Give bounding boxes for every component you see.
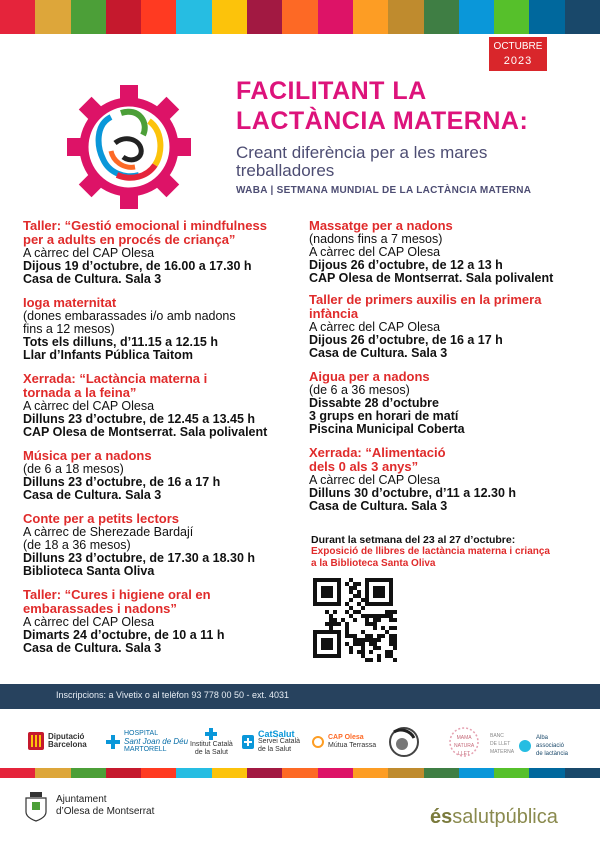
- stripe-segment: [212, 0, 247, 34]
- hospital-line-2: Sant Joan de Déu: [124, 737, 189, 746]
- partner-logos: [0, 726, 600, 762]
- diputacio-line-2: Barcelona: [48, 740, 87, 749]
- event-schedule: Dissabte 28 d’octubre: [309, 396, 439, 410]
- hospital-line-1: HOSPITAL: [124, 730, 159, 737]
- registration-banner: [0, 684, 600, 709]
- cap-olesa-logo: [312, 734, 376, 750]
- event-schedule: Biblioteca Santa Oliva: [23, 564, 155, 578]
- event-schedule: Casa de Cultura. Sala 3: [23, 641, 162, 655]
- event-item: [309, 446, 591, 513]
- event-title: infància: [309, 306, 359, 321]
- diputacio-shield-icon: [28, 732, 44, 750]
- ics-logo: [190, 728, 233, 757]
- badge-month: OCTUBRE: [493, 41, 543, 52]
- stripe-segment: [459, 768, 494, 778]
- event-schedule: Dilluns 30 d’octubre, d’11 a 12.30 h: [309, 486, 517, 500]
- stripe-segment: [529, 768, 564, 778]
- stripe-segment: [565, 768, 600, 778]
- event-schedule: Llar d’Infants Pública Taitom: [23, 348, 193, 362]
- qr-code[interactable]: [313, 578, 397, 662]
- ics-line-2: de la Salut: [194, 749, 228, 756]
- event-item: [23, 219, 303, 286]
- olesa-coat-of-arms-icon: [24, 790, 48, 822]
- mama-line-3: LLET: [458, 751, 471, 757]
- catsalut-line-1: CatSalut: [258, 729, 295, 739]
- registration-text: Inscripcions: a Vivetix o al telèfon 93 778 00 50 - ext. 4031: [56, 690, 289, 700]
- essalut-part-2: salutpública: [452, 806, 558, 828]
- alba-drop-icon: [518, 739, 532, 753]
- event-detail: A càrrec del CAP Olesa: [309, 320, 441, 334]
- events-right-column: [309, 219, 591, 523]
- event-schedule: Dilluns 23 d’octubre, de 16 a 17 h: [23, 475, 221, 489]
- catsalut-icon: [242, 735, 254, 749]
- event-title: Música per a nadons: [23, 448, 152, 463]
- stripe-segment: [494, 0, 529, 34]
- event-item: [23, 512, 303, 578]
- event-detail: A càrrec del CAP Olesa: [23, 615, 155, 629]
- event-detail: (de 6 a 36 mesos): [309, 383, 410, 397]
- event-item: [309, 219, 591, 285]
- diputacio-line-1: Diputació: [48, 732, 85, 741]
- event-detail: A càrrec del CAP Olesa: [23, 399, 155, 413]
- alba-line-1: Alba: [536, 735, 549, 741]
- stripe-segment: [141, 768, 176, 778]
- event-title: embarassades i nadons”: [23, 601, 177, 616]
- event-detail: A càrrec del CAP Olesa: [309, 473, 441, 487]
- notice-line-3: a la Biblioteca Santa Oliva: [311, 558, 436, 569]
- diputacio-logo: [28, 732, 87, 750]
- ajuntament-line-2: d’Olesa de Montserrat: [56, 806, 155, 817]
- event-item: [309, 370, 591, 436]
- mother-baby-drawing-icon: [386, 724, 422, 760]
- stripe-segment: [0, 768, 35, 778]
- waba-tagline: WABA | SETMANA MUNDIAL DE LA LACTÀNCIA MATERNA: [236, 185, 532, 196]
- event-title: dels 0 als 3 anys”: [309, 459, 419, 474]
- event-schedule: Piscina Municipal Coberta: [309, 422, 465, 436]
- event-title: Taller: “Gestió emocional i mindfulness: [23, 218, 267, 233]
- notice-line-2: Exposició de llibres de lactància materna i criança: [311, 546, 550, 557]
- stripe-segment: [176, 768, 211, 778]
- event-detail: (dones embarassades i/o amb nadons: [23, 309, 236, 323]
- event-schedule: Casa de Cultura. Sala 3: [23, 272, 162, 286]
- stripe-segment: [247, 768, 282, 778]
- event-title: Conte per a petits lectors: [23, 511, 180, 526]
- event-schedule: Casa de Cultura. Sala 3: [23, 488, 162, 502]
- stripe-segment: [71, 0, 106, 34]
- stripe-segment: [424, 0, 459, 34]
- event-title: Xerrada: “Alimentació: [309, 445, 446, 460]
- event-detail: (nadons fins a 7 mesos): [309, 232, 443, 246]
- cap-line-1: CAP Olesa: [328, 734, 364, 741]
- alba-line-2: associació: [536, 743, 565, 749]
- event-schedule: Dimarts 24 d’octubre, de 10 a 11 h: [23, 628, 225, 642]
- ajuntament-logo: [24, 790, 154, 822]
- waba-gear-logo-icon: [66, 84, 192, 210]
- event-title: tornada a la feina”: [23, 385, 137, 400]
- cap-sun-icon: [312, 736, 324, 748]
- stripe-segment: [282, 0, 317, 34]
- stripe-segment: [141, 0, 176, 34]
- catsalut-line-3: de la Salut: [258, 746, 292, 753]
- event-title: Taller de primers auxilis en la primera: [309, 292, 542, 307]
- stripe-segment: [35, 768, 70, 778]
- event-title: Xerrada: “Lactància materna i: [23, 371, 208, 386]
- banc-line-3: MATERNA: [490, 749, 515, 755]
- title-line-2: LACTÀNCIA MATERNA:: [236, 107, 529, 135]
- event-title: Ioga maternitat: [23, 295, 117, 310]
- mama-natura-logo: [448, 726, 480, 758]
- event-detail: A càrrec del CAP Olesa: [309, 245, 441, 259]
- mother-drawing-logo: [386, 724, 422, 760]
- event-item: [23, 588, 303, 655]
- ajuntament-line-1: Ajuntament: [56, 794, 107, 805]
- stripe-segment: [529, 0, 564, 34]
- stripe-segment: [212, 768, 247, 778]
- stripe-segment: [106, 768, 141, 778]
- event-schedule: Dijous 26 d’octubre, de 16 a 17 h: [309, 333, 503, 347]
- bottom-color-stripe: [0, 768, 600, 778]
- banc-line-1: BANC: [490, 733, 504, 739]
- stripe-segment: [388, 0, 423, 34]
- event-schedule: Dijous 26 d’octubre, de 12 a 13 h: [309, 258, 503, 272]
- stripe-segment: [353, 768, 388, 778]
- event-item: [23, 372, 303, 439]
- event-item: [309, 293, 591, 360]
- alba-line-3: de lactància: [536, 751, 569, 757]
- event-schedule: Casa de Cultura. Sala 3: [309, 499, 448, 513]
- event-schedule: Dilluns 23 d’octubre, de 17.30 a 18.30 h: [23, 551, 256, 565]
- alba-logo: [518, 734, 568, 758]
- events-left-column: [23, 219, 303, 665]
- event-schedule: CAP Olesa de Montserrat. Sala polivalent: [23, 425, 268, 439]
- subtitle: [236, 144, 536, 180]
- date-badge: [489, 37, 547, 71]
- stripe-segment: [459, 0, 494, 34]
- subtitle-line-1: Creant diferència per a les mares: [236, 143, 488, 162]
- event-schedule: Dijous 19 d’octubre, de 16.00 a 17.30 h: [23, 259, 252, 273]
- top-color-stripe: [0, 0, 600, 34]
- event-schedule: Casa de Cultura. Sala 3: [309, 346, 448, 360]
- event-detail: A càrrec de Sherezade Bardají: [23, 525, 194, 539]
- notice-line-1: Durant la setmana del 23 al 27 d’octubre:: [311, 534, 516, 546]
- event-title: per a adults en procés de criança”: [23, 232, 236, 247]
- mama-line-1: MAMA: [456, 735, 472, 741]
- event-title: Aigua per a nadons: [309, 369, 430, 384]
- event-title: Massatge per a nadons: [309, 218, 453, 233]
- es-salut-publica-logo: [430, 806, 558, 829]
- hospital-line-3: MARTORELL: [124, 746, 167, 753]
- event-detail: (de 6 a 18 mesos): [23, 462, 124, 476]
- event-schedule: Dilluns 23 d’octubre, de 12.45 a 13.45 h: [23, 412, 256, 426]
- stripe-segment: [565, 0, 600, 34]
- event-detail: (de 18 a 36 mesos): [23, 538, 131, 552]
- stripe-segment: [71, 768, 106, 778]
- page-title: [236, 76, 528, 136]
- ics-line-1: Institut Català: [190, 741, 233, 748]
- mama-line-2: NATURA: [454, 743, 475, 749]
- stripe-segment: [35, 0, 70, 34]
- stripe-segment: [282, 768, 317, 778]
- banc-llet-logo: [490, 732, 514, 756]
- event-schedule: 3 grups en horari de matí: [309, 409, 459, 423]
- event-item: [23, 296, 303, 362]
- cap-line-2: Mútua Terrassa: [328, 742, 377, 749]
- subtitle-line-2: treballadores: [236, 161, 335, 180]
- event-schedule: Tots els dilluns, d’11.15 a 12.15 h: [23, 335, 218, 349]
- catsalut-line-2: Servei Català: [258, 738, 301, 745]
- stripe-segment: [353, 0, 388, 34]
- event-title: Taller: “Cures i higiene oral en: [23, 587, 211, 602]
- ics-cross-icon: [205, 728, 217, 740]
- stripe-segment: [318, 768, 353, 778]
- event-detail: A càrrec del CAP Olesa: [23, 246, 155, 260]
- stripe-segment: [0, 0, 35, 34]
- stripe-segment: [318, 0, 353, 34]
- exhibition-notice: [311, 534, 596, 570]
- stripe-segment: [106, 0, 141, 34]
- stripe-segment: [494, 768, 529, 778]
- event-detail: fins a 12 mesos): [23, 322, 115, 336]
- title-line-1: FACILITANT LA: [236, 77, 427, 105]
- event-item: [23, 449, 303, 502]
- catsalut-logo: [242, 730, 300, 754]
- essalut-part-1: és: [430, 806, 453, 828]
- banc-line-2: DE LLET: [490, 741, 511, 747]
- stripe-segment: [247, 0, 282, 34]
- hospital-cross-icon: [106, 735, 120, 749]
- event-schedule: CAP Olesa de Montserrat. Sala polivalent: [309, 271, 554, 285]
- hospital-logo: [106, 730, 188, 754]
- stripe-segment: [388, 768, 423, 778]
- stripe-segment: [424, 768, 459, 778]
- stripe-segment: [176, 0, 211, 34]
- badge-year: 2023: [503, 55, 533, 67]
